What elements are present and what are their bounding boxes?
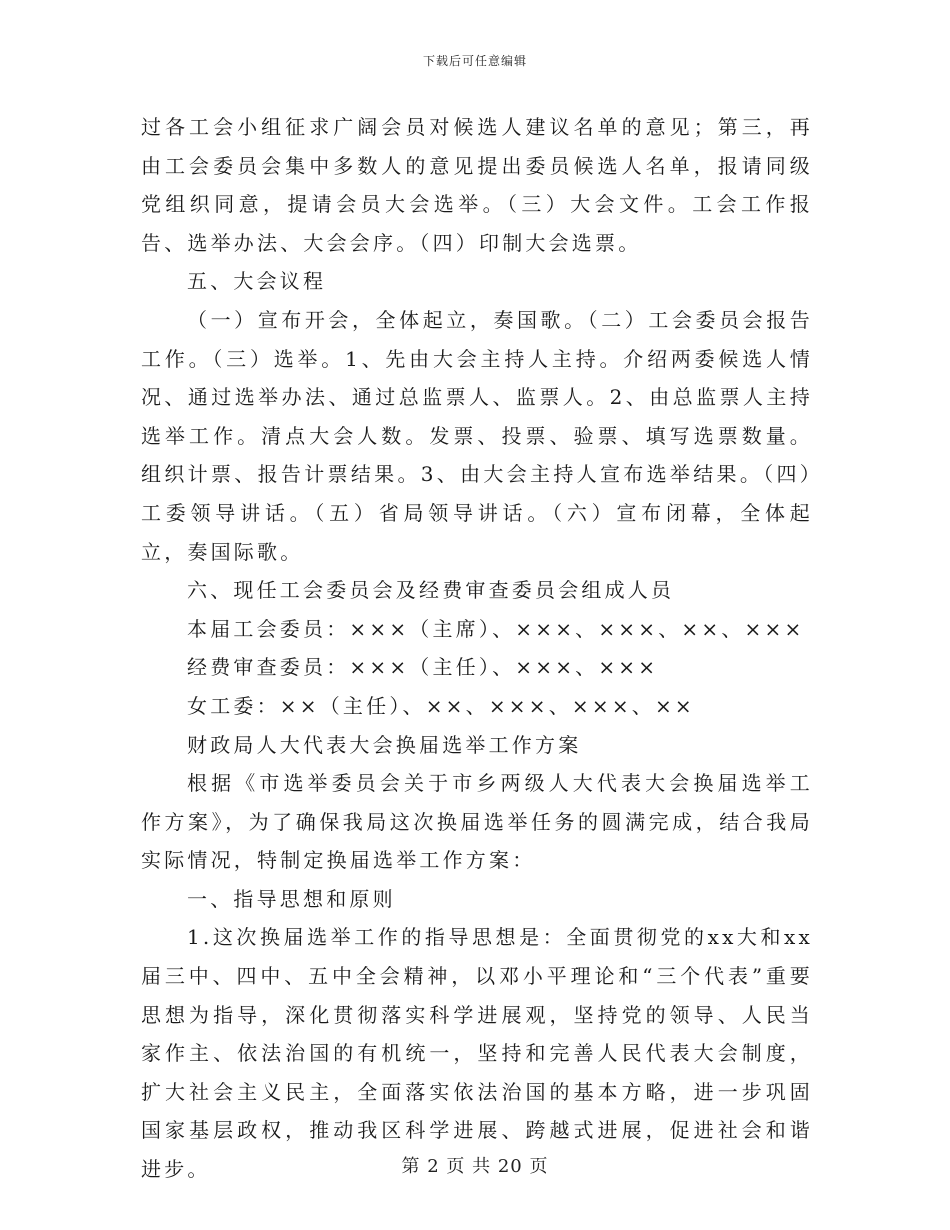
- paragraph-agenda-items: （一）宣布开会，全体起立，奏国歌。（二）工会委员会报告工作。（三）选举。1、先由大会主持人主持。介绍两委候选人情况、通过选举办法、通过总监票人、监票人。2、由总监票人主持选举工作。清点大会人数。发票、投票、验票、填写选票数量。组织计票、报告计票结果。3、由大会主持人宣布选举结果。（四）工委领导讲话。（五）省局领导讲话。（六）宣布闭幕，全体起立，奏国际歌。: [141, 307, 813, 564]
- paragraph-guiding-ideology: 1.这次换届选举工作的指导思想是：全面贯彻党的xx大和xx届三中、四中、五中全会精神，以邓小平理论和“三个代表”重要思想为指导，深化贯彻落实科学进展观，坚持党的领导、人民当家作主、依法治国的有机统一，坚持和完善人民代表大会制度，扩大社会主义民主，全面落实依法治国的基本方略，进一步巩固国家基层政权，推动我区科学进展、跨越式进展，促进社会和谐进步。: [141, 925, 813, 1182]
- paragraph-audit-members: 经费审查委员：×××（主任）、×××、×××: [187, 655, 659, 680]
- page-number-footer: 第 2 页 共 20 页: [401, 1156, 549, 1177]
- document-subtitle: 财政局人大代表大会换届选举工作方案: [187, 732, 582, 757]
- section-heading-guiding-principles: 一、指导思想和原则: [187, 886, 396, 911]
- document-body: [141, 108, 813, 1189]
- paragraph-union-members: 本届工会委员：×××（主席）、×××、×××、××、×××: [187, 616, 805, 641]
- paragraph-introduction: 根据《市选举委员会关于市乡两级人大代表大会换届选举工作方案》，为了确保我局这次换届选举任务的圆满完成，结合我局实际情况，特制定换届选举工作方案：: [141, 771, 813, 873]
- page-header-note: 下载后可任意编辑: [422, 54, 527, 68]
- section-heading-committee-members: 六、现任工会委员会及经费审查委员会组成人员: [187, 578, 675, 603]
- paragraph-women-committee: 女工委：××（主任）、××、×××、×××、××: [187, 693, 695, 718]
- paragraph-nomination-process: 过各工会小组征求广阔会员对候选人建议名单的意见；第三，再由工会委员会集中多数人的意见提出委员候选人名单，报请同级党组织同意，提请会员大会选举。（三）大会文件。工会工作报告、选举办法、大会会序。（四）印制大会选票。: [141, 115, 813, 255]
- section-heading-agenda: 五、大会议程: [187, 269, 327, 294]
